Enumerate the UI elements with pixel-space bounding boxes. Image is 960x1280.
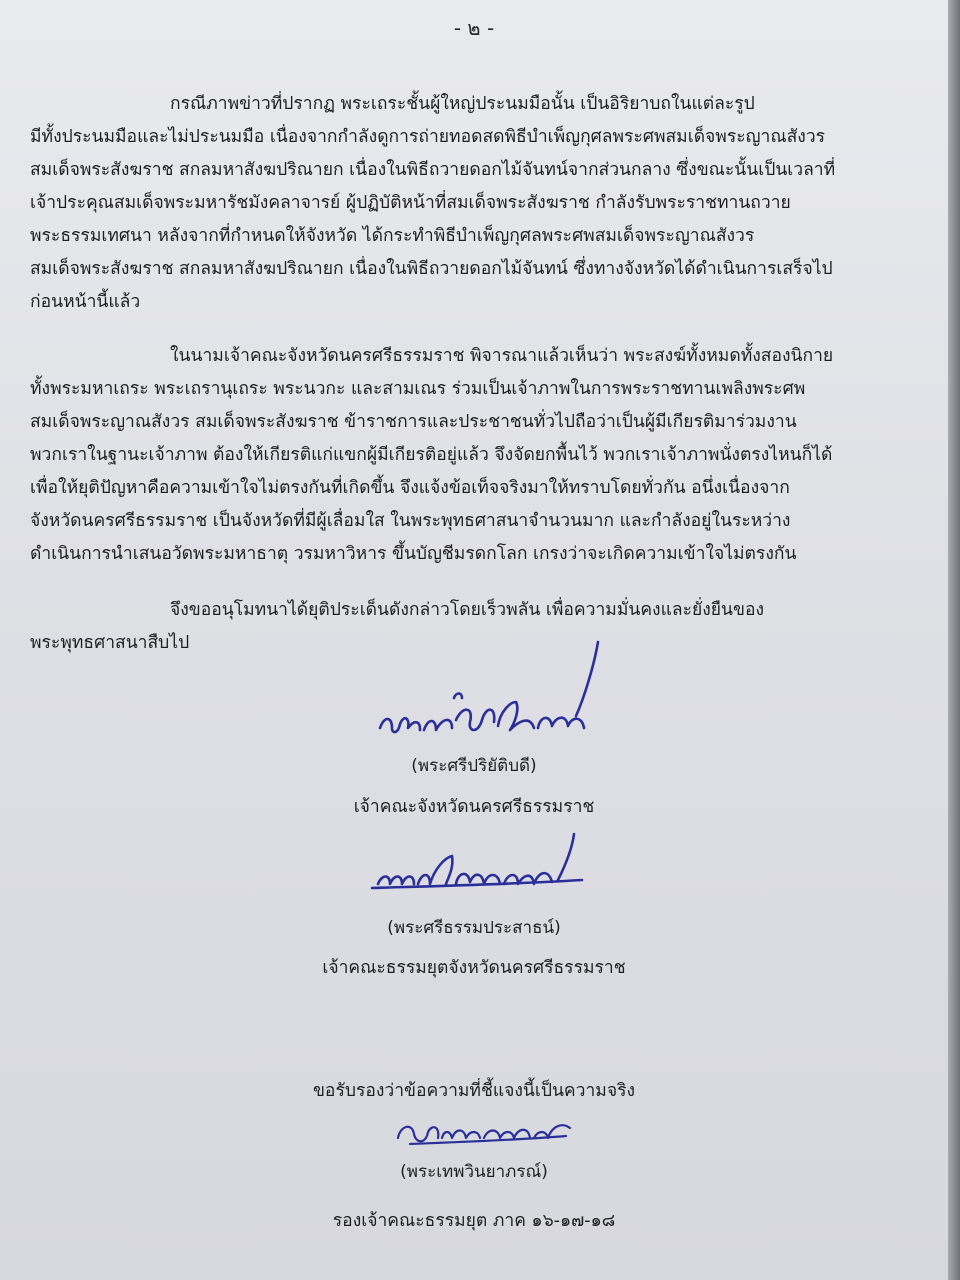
text-line: ทั้งพระมหาเถระ พระเถรานุเถระ พระนวกะ และสามเณร ร่วมเป็นเจ้าภาพในการพระราชทานเพลิงพระศพ: [30, 379, 806, 399]
page-number: - ๒ -: [453, 16, 495, 40]
text-line: เพื่อให้ยุติปัญหาคือความเข้าใจไม่ตรงกันที่เกิดขึ้น จึงแจ้งข้อเท็จจริงมาให้ทราบโดยทั่วกัน อนึ่งเนื่องจาก: [30, 478, 790, 498]
signatory-2-position: เจ้าคณะธรรมยุตจังหวัดนครศรีธรรมราช: [322, 958, 626, 978]
certifier-position: รองเจ้าคณะธรรมยุต ภาค ๑๖-๑๗-๑๘: [332, 1211, 616, 1231]
text-line: กรณีภาพข่าวที่ปรากฏ พระเถระชั้นผู้ใหญ่ประนมมือนั้น เป็นอิริยาบถในแต่ละรูป: [170, 94, 755, 114]
text-line: เจ้าประคุณสมเด็จพระมหารัชมังคลาจารย์ ผู้ปฏิบัติหน้าที่สมเด็จพระสังฆราช กำลังรับพระราชทานถวาย: [30, 193, 791, 213]
text-line: ก่อนหน้านี้แล้ว: [30, 292, 141, 312]
signature-3: [390, 1108, 580, 1154]
text-line: สมเด็จพระญาณสังวร สมเด็จพระสังฆราช ข้าราชการและประชาชนทั่วไปถือว่าเป็นผู้มีเกียรติมาร่วมงาน: [30, 412, 797, 432]
text-line: จังหวัดนครศรีธรรมราช เป็นจังหวัดที่มีผู้เลื่อมใส ในพระพุทธศาสนาจำนวนมาก และกำลังอยู่ในระหว่าง: [30, 511, 791, 531]
text-line: ดำเนินการนำเสนอวัดพระมหาธาตุ วรมหาวิหาร ขึ้นบัญชีมรดกโลก เกรงว่าจะเกิดความเข้าใจไม่ตรงกัน: [30, 544, 797, 564]
signatory-1-position: เจ้าคณะจังหวัดนครศรีธรรมราช: [353, 797, 595, 817]
signatory-2-name: (พระศรีธรรมประสาธน์): [387, 918, 561, 938]
text-line: ในนามเจ้าคณะจังหวัดนครศรีธรรมราช พิจารณาแล้วเห็นว่า พระสงฆ์ทั้งหมดทั้งสองนิกาย: [170, 346, 834, 366]
paragraph-2: [30, 340, 920, 571]
text-line: พระธรรมเทศนา หลังจากที่กำหนดให้จังหวัด ได้กระทำพิธีบำเพ็ญกุศลพระศพสมเด็จพระญาณสังวร: [30, 226, 755, 246]
text-line: จึงขออนุโมทนาได้ยุติประเด็นดังกล่าวโดยเร็วพลัน เพื่อความมั่นคงและยั่งยืนของ: [170, 600, 765, 620]
signature-1: [370, 636, 610, 746]
text-line: พวกเราในฐานะเจ้าภาพ ต้องให้เกียรติแก่แขกผู้มีเกียรติอยู่แล้ว จึงจัดยกพื้นไว้ พวกเราเจ้าภาพนั่งตรงไหนก็ได้: [30, 445, 833, 465]
text-line: สมเด็จพระสังฆราช สกลมหาสังฆปริณายก เนื่องในพิธีถวายดอกไม้จันทน์จากส่วนกลาง ซึ่งขณะนั้นเป็นเวลาที่: [30, 160, 836, 180]
certifier-name: (พระเทพวินยาภรณ์): [400, 1162, 548, 1182]
signature-2: [368, 828, 598, 904]
text-line: มีทั้งประนมมือและไม่ประนมมือ เนื่องจากกำลังดูการถ่ายทอดสดพิธีบำเพ็ญกุศลพระศพสมเด็จพระญาณสังวร: [30, 127, 826, 147]
paragraph-1: [30, 88, 920, 319]
page-edge-shadow: [948, 0, 960, 1280]
text-line: พระพุทธศาสนาสืบไป: [30, 633, 190, 653]
certification-text: ขอรับรองว่าข้อความที่ชี้แจงนี้เป็นความจริง: [312, 1081, 636, 1101]
signatory-1-name: (พระศรีปริยัติบดี): [411, 756, 537, 776]
text-line: สมเด็จพระสังฆราช สกลมหาสังฆปริณายก เนื่องในพิธีถวายดอกไม้จันทน์ ซึ่งทางจังหวัดได้ดำเนินการเสร็จไป: [30, 259, 833, 279]
